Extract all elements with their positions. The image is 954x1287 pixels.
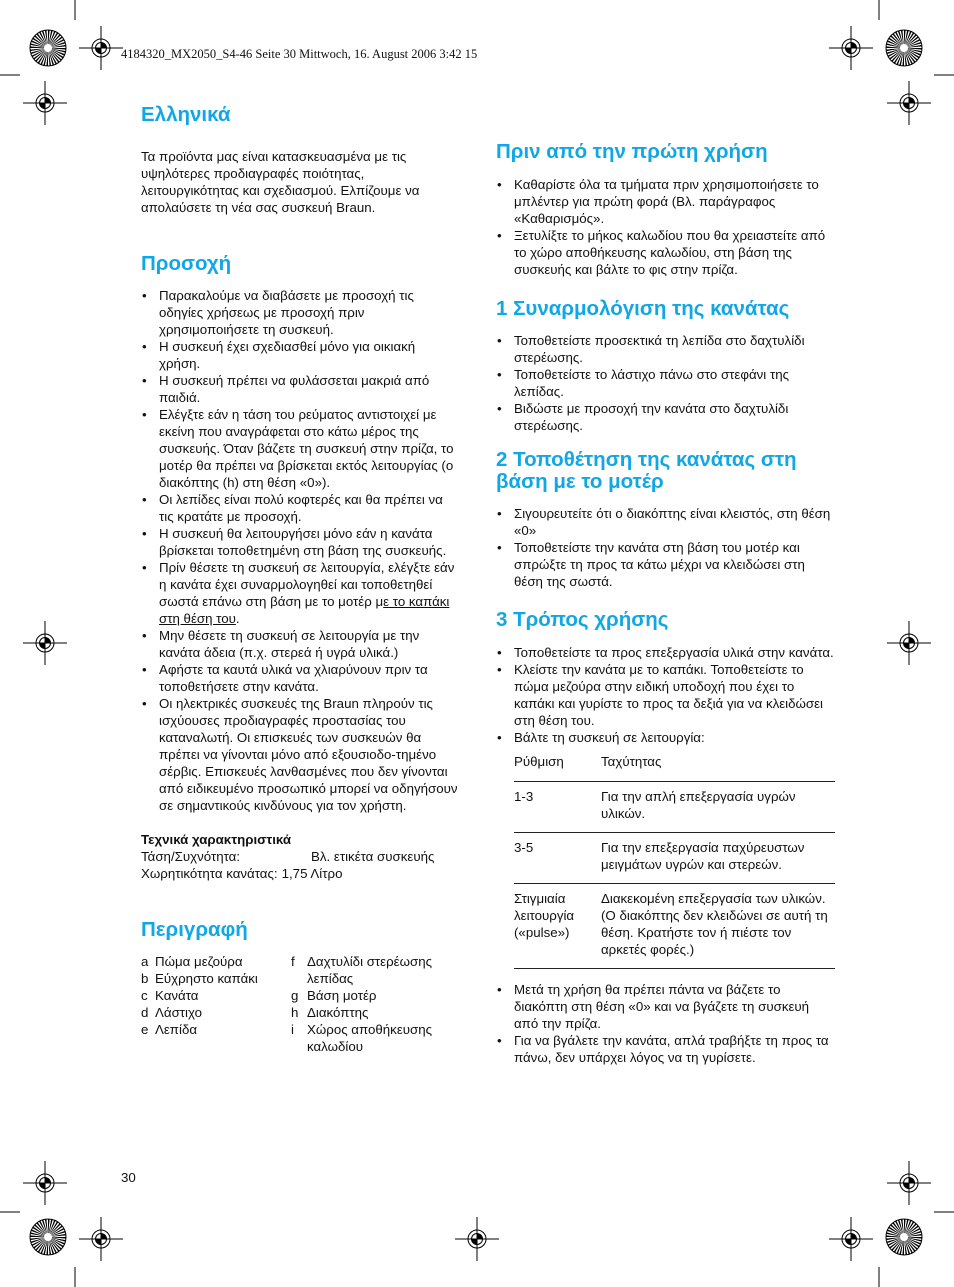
caution-item-text: Η συσκευή πρέπει να φυλάσσεται μακριά από παιδιά. bbox=[159, 373, 430, 405]
description-key: f bbox=[291, 954, 295, 969]
bullet: • bbox=[497, 401, 502, 416]
bullet: • bbox=[497, 367, 502, 382]
section-1-title: 1 Συναρμολόγιση της κανάτας bbox=[496, 297, 790, 320]
crosshair-mark bbox=[36, 1174, 54, 1192]
description-label: Λάστιχο bbox=[155, 1005, 202, 1020]
section-2-list bbox=[496, 505, 836, 590]
speed-description: Για την απλή επεξεργασία υγρών υλικών. bbox=[601, 789, 796, 821]
tech-label: Τάση/Συχνότητα: bbox=[141, 849, 241, 864]
crosshair-mark bbox=[842, 39, 860, 57]
assembly-item-text: Τοποθετείστε το λάστιχο πάνω στο στεφάνι της λεπίδας. bbox=[514, 367, 790, 399]
description-label: Βάση μοτέρ bbox=[307, 988, 377, 1003]
caution-item bbox=[141, 627, 459, 661]
bullet: • bbox=[142, 288, 147, 303]
description-label: Πώμα μεζούρα bbox=[155, 954, 243, 969]
crosshair-mark bbox=[36, 634, 54, 652]
starburst-mark bbox=[30, 1219, 66, 1255]
header-speed: Ταχύτητας bbox=[601, 754, 662, 769]
description-key: h bbox=[291, 1005, 299, 1020]
section-3-list bbox=[496, 644, 836, 746]
bullet: • bbox=[142, 696, 147, 711]
description-label: Εύχρηστο καπάκι bbox=[155, 971, 258, 986]
bullet: • bbox=[142, 526, 147, 541]
table-divider-line bbox=[514, 969, 835, 970]
bullet: • bbox=[497, 506, 502, 521]
after-use-item bbox=[496, 1032, 836, 1066]
section-1-list bbox=[496, 332, 836, 434]
crosshair-mark bbox=[842, 1230, 860, 1248]
bullet: • bbox=[497, 177, 502, 192]
caution-item-text: Μην θέσετε τη συσκευή σε λειτουργία με την κανάτα άδεια (π.χ. στερεά ή υγρά υλικά.) bbox=[159, 628, 420, 660]
caution-item bbox=[141, 338, 459, 372]
starburst-mark bbox=[886, 30, 922, 66]
assembly-item bbox=[496, 400, 836, 434]
assembly-item bbox=[496, 332, 836, 366]
bullet: • bbox=[497, 1033, 502, 1048]
before-use-item bbox=[496, 227, 836, 278]
page-number: 30 bbox=[121, 1170, 136, 1185]
starburst-mark bbox=[30, 30, 66, 66]
bullet: • bbox=[142, 628, 147, 643]
left-column bbox=[141, 104, 459, 1055]
usage-item-text: Τοποθετείστε τα προς επεξεργασία υλικά στην κανάτα. bbox=[514, 645, 834, 660]
crosshair-mark bbox=[900, 634, 918, 652]
caution-item-text: Παρακαλούμε να διαβάσετε με προσοχή τις οδηγίες χρήσεως με προσοχή πριν χρησιμοποιήσετε τη συσκευή. bbox=[159, 288, 414, 337]
bullet: • bbox=[142, 560, 147, 575]
description-label: Χώρος αποθήκευσης καλωδίου bbox=[307, 1022, 433, 1054]
bullet: • bbox=[497, 982, 502, 997]
crosshair-mark bbox=[92, 1230, 110, 1248]
crosshair-mark bbox=[900, 94, 918, 112]
description-label: Λεπίδα bbox=[155, 1022, 198, 1037]
usage-item bbox=[496, 644, 836, 661]
speed-setting: 3-5 bbox=[514, 840, 534, 855]
bullet: • bbox=[142, 492, 147, 507]
caution-item bbox=[141, 525, 459, 559]
usage-item-text: Βάλτε τη συσκευή σε λειτουργία: bbox=[514, 730, 705, 745]
section-3-title: 3 Τρόπος χρήσης bbox=[496, 608, 669, 631]
section-2-title: 2 Τοποθέτηση της κανάτας στη βάση με το μοτέρ bbox=[496, 448, 797, 493]
caution-item bbox=[141, 491, 459, 525]
speed-row bbox=[514, 782, 835, 833]
caution-title: Προσοχή bbox=[141, 252, 232, 275]
description-key: d bbox=[141, 1005, 149, 1020]
speed-row bbox=[514, 884, 835, 969]
caution-item bbox=[141, 372, 459, 406]
description-key: e bbox=[141, 1022, 149, 1037]
starburst-mark bbox=[886, 1219, 922, 1255]
caution-list bbox=[141, 287, 459, 814]
placement-item-text: Σιγουρευτείτε ότι ο διακόπτης είναι κλειστός, στη θέση «0» bbox=[514, 506, 831, 538]
caution-item bbox=[141, 406, 459, 491]
before-first-use-list bbox=[496, 176, 836, 278]
tech-label: Χωρητικότητα κανάτας: bbox=[141, 866, 278, 881]
caution-item bbox=[141, 559, 459, 627]
crosshair-mark bbox=[900, 1174, 918, 1192]
assembly-item-text: Τοποθετείστε προσεκτικά τη λεπίδα στο δαχτυλίδι στερέωσης. bbox=[514, 333, 805, 365]
bullet: • bbox=[497, 730, 502, 745]
assembly-item-text: Βιδώστε με προσοχή την κανάτα στο δαχτυλίδι στερέωσης. bbox=[514, 401, 789, 433]
tech-value: Βλ. ετικέτα συσκευής bbox=[311, 849, 435, 864]
description-key: c bbox=[141, 988, 148, 1003]
description-label: Κανάτα bbox=[155, 988, 199, 1003]
after-use-item-text: Για να βγάλετε την κανάτα, απλά τραβήξτε τη προς τα πάνω, δεν υπάρχει λόγος να τη γυρίσετε. bbox=[514, 1033, 829, 1065]
placement-item bbox=[496, 539, 836, 590]
table-divider bbox=[514, 969, 835, 970]
tech-row bbox=[141, 848, 459, 865]
tech-specs bbox=[141, 848, 459, 882]
description-key: b bbox=[141, 971, 149, 986]
speed-setting: 1-3 bbox=[514, 789, 534, 804]
placement-item bbox=[496, 505, 836, 539]
description-list bbox=[141, 953, 459, 1055]
bullet: • bbox=[142, 662, 147, 677]
bullet: • bbox=[497, 645, 502, 660]
bullet: • bbox=[142, 407, 147, 422]
caution-item bbox=[141, 287, 459, 338]
usage-item bbox=[496, 661, 836, 729]
after-use-item-text: Μετά τη χρήση θα πρέπει πάντα να βάζετε το διακόπτη στη θέση «0» και να βγάζετε τη συσκευή από την πρίζα. bbox=[514, 982, 810, 1031]
language-title: Ελληνικά bbox=[141, 103, 231, 126]
assembly-item bbox=[496, 366, 836, 400]
before-use-item-text: Καθαρίστε όλα τα τμήματα πριν χρησιμοποιήσετε το μπλέντερ για πρώτη φορά (Βλ. παράγραφος «Καθαρισμός». bbox=[514, 177, 819, 226]
crosshair-mark bbox=[92, 39, 110, 57]
bullet: • bbox=[497, 228, 502, 243]
description-key: i bbox=[291, 1022, 294, 1037]
bullet: • bbox=[497, 540, 502, 555]
tech-row bbox=[141, 865, 459, 882]
caution-item-text: Οι ηλεκτρικές συσκευές της Braun πληρούν τις ισχύουσες προδιαγραφές προστασίας του καταναλωτή. Οι επισκευές των συσκευών θα πρέπει να γίνονται μόνο από εξουσιοδο-τημένο σέρβις. Επισκευές λανθασμένες που δεν γίνονται από ειδικευμένο προσωπικό μπορεί να οδηγήσουν σε σημαντικούς κινδύνους για τον χρήστη. bbox=[159, 696, 458, 813]
usage-item-text: Κλείστε την κανάτα με το καπάκι. Τοποθετείστε το πώμα μεζούρα στην ειδική υποδοχή που έχει το καπάκι και γυρίστε το προς τα δεξιά για να κλειδώσει στη θέση του. bbox=[514, 662, 824, 728]
speed-row bbox=[514, 833, 835, 884]
header-setting: Ρύθμιση bbox=[514, 754, 564, 769]
tech-title: Τεχνικά χαρακτηριστικά bbox=[141, 832, 292, 847]
caution-item-text: Ελέγξτε εάν η τάση του ρεύματος αντιστοιχεί με εκείνη που αναγράφεται στο κάτω μέρος της συσκευής. Όταν βάζετε τη συσκευή στην πρίζα, το μοτέρ θα πρέπει να βρίσκεται εκτός λειτουργίας (ο διακόπτης (h) στη θέση «0»). bbox=[159, 407, 454, 490]
right-column bbox=[496, 141, 836, 1066]
caution-item-text: Η συσκευή έχει σχεδιασθεί μόνο για οικιακή χρήση. bbox=[159, 339, 416, 371]
bullet: • bbox=[142, 339, 147, 354]
before-first-use-title: Πριν από την πρώτη χρήση bbox=[496, 140, 768, 163]
speed-description: Για την επεξεργασία παχύρευστων μειγμάτων υγρών και στερεών. bbox=[601, 840, 805, 872]
speed-description: Διακεκομένη επεξεργασία των υλικών. (Ο διακόπτης δεν κλειδώνει σε αυτή τη θέση. Κρατήστε τον ή πιέστε τον αρκετές φορές.) bbox=[601, 891, 828, 957]
after-use-item bbox=[496, 981, 836, 1032]
bullet: • bbox=[497, 333, 502, 348]
after-use-list bbox=[496, 981, 836, 1066]
placement-item-text: Τοποθετείστε την κανάτα στη βάση του μοτέρ και σπρώξτε τη προς τα κάτω μέχρι να κλειδώσει στη θέση της σωστά. bbox=[514, 540, 805, 589]
caution-item bbox=[141, 695, 459, 814]
description-label: Διακόπτης bbox=[307, 1005, 369, 1020]
bullet: • bbox=[142, 373, 147, 388]
caution-item bbox=[141, 661, 459, 695]
before-use-item-text: Ξετυλίξτε το μήκος καλωδίου που θα χρειαστείτε από το χώρο αποθήκευσης καλωδίου, στη βάση της συσκευής και βάλτε το φις στην πρίζα. bbox=[514, 228, 826, 277]
before-use-item bbox=[496, 176, 836, 227]
caution-item-text: Η συσκευή θα λειτουργήσει μόνο εάν η κανάτα βρίσκεται τοποθετημένη στη βάση της συσκευής. bbox=[159, 526, 447, 558]
description-key: g bbox=[291, 988, 299, 1003]
tech-value: 1,75 Λίτρο bbox=[281, 866, 343, 881]
print-header: 4184320_MX2050_S4-46 Seite 30 Mittwoch, 16. August 2006 3:42 15 bbox=[121, 47, 478, 61]
caution-item-text: Οι λεπίδες είναι πολύ κοφτερές και θα πρέπει να τις κρατάτε με προσοχή. bbox=[159, 492, 443, 524]
crosshair-mark bbox=[468, 1230, 486, 1248]
crosshair-mark bbox=[36, 94, 54, 112]
speed-setting: Στιγμιαία λειτουργία («pulse») bbox=[514, 891, 575, 940]
bullet: • bbox=[497, 662, 502, 677]
speed-table bbox=[514, 753, 835, 969]
speed-table-header bbox=[514, 753, 835, 782]
intro-text: Τα προϊόντα μας είναι κατασκευασμένα με τις υψηλότερες προδιαγραφές ποιότητας, λειτουργικότητας και σχεδιασμού. Ελπίζουμε να απολαύσετε τη νέα σας συσκευή Braun. bbox=[141, 149, 420, 215]
caution-item-text: Πρίν θέσετε τη συσκευή σε λειτουργία, ελέγξτε εάν η κανάτα έχει συναρμολογηθεί και τοποθετηθεί σωστά επάνω στη βάση με το μοτέρ με το καπάκι στη θέση του. bbox=[159, 560, 455, 626]
usage-item bbox=[496, 729, 836, 746]
caution-item-text: Αφήστε τα καυτά υλικά να χλιαρύνουν πριν τα τοποθετήσετε στην κανάτα. bbox=[159, 662, 428, 694]
description-key: a bbox=[141, 954, 149, 969]
description-title: Περιγραφή bbox=[141, 918, 248, 941]
description-label: Δαχτυλίδι στερέωσης λεπίδας bbox=[307, 954, 432, 986]
